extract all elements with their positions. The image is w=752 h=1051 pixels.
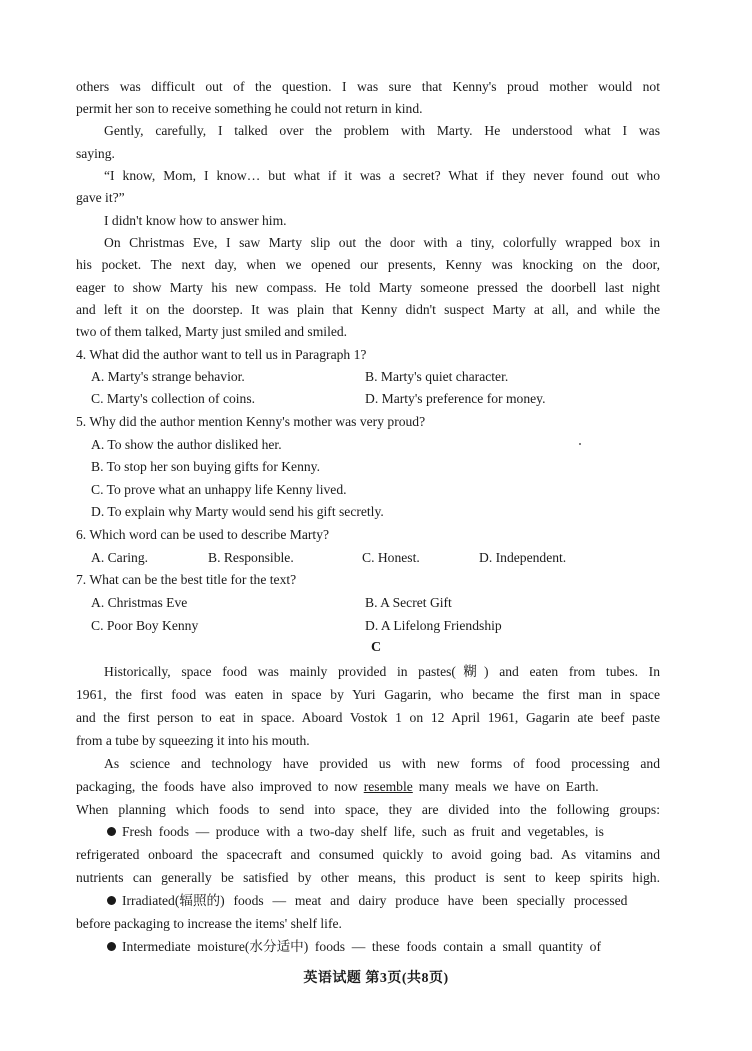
answer-option: B. A Secret Gift (365, 595, 452, 610)
paragraph-line: two of them talked, Marty just smiled and smiled. (76, 324, 348, 339)
answer-option: D. A Lifelong Friendship (365, 618, 502, 633)
answer-option: C. Marty's collection of coins. (91, 391, 256, 406)
bullet-line (107, 890, 660, 912)
paragraph-line: As science and technology have provided us with new forms of food processing and (104, 756, 660, 771)
paragraph-line: 1961, the first food was eaten in space by Yuri Gagarin, who became the first man in space (76, 687, 660, 702)
paragraph-line: “I know, Mom, I know… but what if it was a secret? What if they never found out who (104, 168, 660, 183)
text-run: packaging, the foods have also improved to now (76, 779, 364, 794)
answer-option: A. Marty's strange behavior. (91, 369, 245, 384)
answer-option: B. Responsible. (208, 550, 294, 565)
answer-option: C. Honest. (362, 550, 420, 565)
answer-option: C. Poor Boy Kenny (91, 618, 199, 633)
question-stem: 6. Which word can be used to describe Marty? (76, 527, 330, 542)
page-footer: 英语试题 第3页(共8页) (303, 971, 449, 986)
answer-option: D. Marty's preference for money. (365, 391, 546, 406)
underlined-word: resemble (363, 779, 413, 794)
text-run: Intermediate moisture(水分适中) foods — these foods contain a small quantity of (122, 939, 601, 954)
answer-option: D. To explain why Marty would send his gift secretly. (91, 504, 384, 519)
paragraph-line: saying. (76, 146, 115, 161)
bullet-icon (107, 896, 116, 905)
bullet-line (107, 936, 660, 958)
answer-option: A. To show the author disliked her. (91, 437, 282, 452)
question-stem: 7. What can be the best title for the text? (76, 572, 297, 587)
paragraph-line: his pocket. The next day, when we opened our presents, Kenny was knocking on the door, (76, 257, 660, 272)
bullet-icon (107, 827, 116, 836)
speck-mark (579, 443, 581, 445)
paragraph-line: refrigerated onboard the spacecraft and consumed quickly to avoid going bad. As vitamins and (76, 847, 660, 862)
paragraph-line (76, 776, 660, 798)
text-run: many meals we have on Earth. (412, 779, 599, 794)
paragraph-line: eager to show Marty his new compass. He told Marty someone pressed the doorbell last night (76, 280, 660, 295)
section-heading: C (370, 640, 382, 655)
paragraph-line: from a tube by squeezing it into his mouth. (76, 733, 310, 748)
paragraph-line: Gently, carefully, I talked over the problem with Marty. He understood what I was (104, 123, 660, 138)
paragraph-line: others was difficult out of the question. I was sure that Kenny's proud mother would not (76, 79, 660, 94)
paragraph-line: gave it?” (76, 190, 125, 205)
answer-option: D. Independent. (479, 550, 567, 565)
bullet-line (107, 821, 660, 843)
paragraph-line: and the first person to eat in space. Aboard Vostok 1 on 12 April 1961, Gagarin ate beef paste (76, 710, 660, 725)
question-stem: 5. Why did the author mention Kenny's mother was very proud? (76, 414, 426, 429)
answer-option: A. Caring. (91, 550, 149, 565)
bullet-icon (107, 942, 116, 951)
paragraph-line: I didn't know how to answer him. (104, 213, 287, 228)
paragraph-line: On Christmas Eve, I saw Marty slip out the door with a tiny, colorfully wrapped box in (104, 235, 660, 250)
paragraph-line: When planning which foods to send into space, they are divided into the following groups: (76, 802, 660, 817)
paragraph-line: permit her son to receive something he could not return in kind. (76, 101, 423, 116)
paragraph-line: Historically, space food was mainly provided in pastes(糊) and eaten from tubes. In (104, 664, 660, 679)
question-stem: 4. What did the author want to tell us in Paragraph 1? (76, 347, 367, 362)
answer-option: B. To stop her son buying gifts for Kenny. (91, 459, 320, 474)
answer-option: B. Marty's quiet character. (365, 369, 509, 384)
answer-option: C. To prove what an unhappy life Kenny lived. (91, 482, 347, 497)
text-run: Irradiated(辐照的) foods — meat and dairy produce have been specially processed (122, 893, 628, 908)
answer-option: A. Christmas Eve (91, 595, 188, 610)
paragraph-line: before packaging to increase the items' shelf life. (76, 916, 342, 931)
paragraph-line: nutrients can generally be satisfied by other means, this product is sent to keep spirits high. (76, 870, 660, 885)
paragraph-line: and left it on the doorstep. It was plain that Kenny didn't suspect Marty at all, and while the (76, 302, 660, 317)
text-run: Fresh foods — produce with a two-day shelf life, such as fruit and vegetables, is (122, 824, 604, 839)
